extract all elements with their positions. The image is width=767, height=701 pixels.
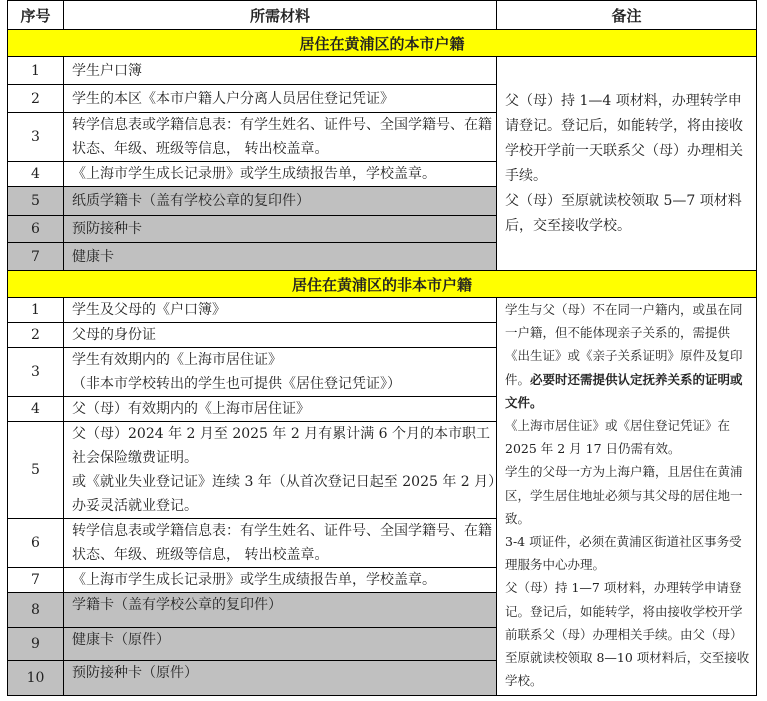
- section-title: 居住在黄浦区的非本市户籍: [8, 271, 757, 298]
- row-no: 8: [8, 593, 64, 628]
- header-notes: 备注: [497, 1, 757, 30]
- row-no: 1: [8, 57, 64, 85]
- row-material: 转学信息表或学籍信息表：有学生姓名、证件号、全国学籍号、在籍状态、年级、班级等信息， 转出校盖章。: [64, 519, 497, 568]
- note-paragraph: 学生的父母一方为上海户籍，且居住在黄浦区，学生居住地址必须与其父母的居住地一致。: [505, 464, 743, 526]
- row-no: 4: [8, 397, 64, 422]
- table-header-row: [8, 1, 757, 30]
- row-no: 4: [8, 162, 64, 187]
- section-title: 居住在黄浦区的本市户籍: [8, 30, 757, 57]
- row-material: 学生户口簿: [64, 57, 497, 85]
- row-no: 1: [8, 298, 64, 323]
- note-paragraph: 学生与父（母）不在同一户籍内，或虽在同一户籍，但不能体现亲子关系的，需提供《出生证》或《亲子关系证明》原件及复印件。必要时还需提供认定抚养关系的证明或文件。: [505, 302, 743, 410]
- row-no: 5: [8, 187, 64, 216]
- row-no: 6: [8, 216, 64, 243]
- row-no: 3: [8, 113, 64, 162]
- section-header-nonlocal-hukou: [8, 271, 757, 298]
- row-no: 2: [8, 323, 64, 348]
- note-paragraph: 《上海市居住证》或《居住登记凭证》在 2025 年 2 月 17 日仍需有效。: [505, 418, 731, 457]
- row-no: 6: [8, 519, 64, 568]
- row-material: 学籍卡（盖有学校公章的复印件）: [64, 593, 497, 628]
- row-material: 预防接种卡: [64, 216, 497, 243]
- note-paragraph: 3-4 项证件，必须在黄浦区街道社区事务受理服务中心办理。: [505, 534, 742, 573]
- note-paragraph: 父（母）持 1—7 项材料，办理转学申请登记。登记后，如能转学，将由接收学校开学前联系父（母）办理相关手续。由父（母）至原就读校领取 8—10 项材料后，交至接收学校。: [505, 580, 750, 689]
- row-material: 父母的身份证: [64, 323, 497, 348]
- row-material: 健康卡（原件）: [64, 628, 497, 661]
- row-material: 学生有效期内的《上海市居住证》 （非本市学校转出的学生也可提供《居住登记凭证》）: [64, 348, 497, 397]
- transfer-materials-table: [7, 0, 757, 696]
- header-no: 序号: [8, 1, 64, 30]
- note-paragraph: 父（母）持 1—4 项材料，办理转学申请登记。登记后，如能转学，将由接收学校开学前一天联系父（母）办理相关手续。: [505, 92, 743, 184]
- row-material: 健康卡: [64, 243, 497, 271]
- row-material: 预防接种卡（原件）: [64, 661, 497, 696]
- row-material: 《上海市学生成长记录册》或学生成绩报告单，学校盖章。: [64, 162, 497, 187]
- row-material: 学生的本区《本市户籍人户分离人员居住登记凭证》: [64, 85, 497, 113]
- header-materials: 所需材料: [64, 1, 497, 30]
- table-row: [8, 57, 757, 85]
- table-row: [8, 298, 757, 323]
- row-no: 3: [8, 348, 64, 397]
- section-notes: [497, 298, 757, 696]
- row-material: 父（母）2024 年 2 月至 2025 年 2 月有累计满 6 个月的本市职工社会保险缴费证明。 或《就业失业登记证》连续 3 年（从首次登记日起至 2025 年 2 月）办妥灵活就业登记。: [64, 422, 497, 519]
- row-material: 《上海市学生成长记录册》或学生成绩报告单，学校盖章。: [64, 568, 497, 593]
- row-no: 7: [8, 568, 64, 593]
- row-material: 学生及父母的《户口簿》: [64, 298, 497, 323]
- row-no: 10: [8, 661, 64, 696]
- row-no: 7: [8, 243, 64, 271]
- row-no: 9: [8, 628, 64, 661]
- note-bold-text: 必要时还需提供认定抚养关系的证明或文件。: [505, 371, 743, 410]
- row-material: 纸质学籍卡（盖有学校公章的复印件）: [64, 187, 497, 216]
- section-notes: [497, 57, 757, 271]
- note-paragraph: 父（母）至原就读校领取 5—7 项材料后，交至接收学校。: [505, 192, 742, 234]
- row-material: 转学信息表或学籍信息表：有学生姓名、证件号、全国学籍号、在籍状态、年级、班级等信息， 转出校盖章。: [64, 113, 497, 162]
- row-no: 2: [8, 85, 64, 113]
- row-no: 5: [8, 422, 64, 519]
- row-material: 父（母）有效期内的《上海市居住证》: [64, 397, 497, 422]
- section-header-local-hukou: [8, 30, 757, 57]
